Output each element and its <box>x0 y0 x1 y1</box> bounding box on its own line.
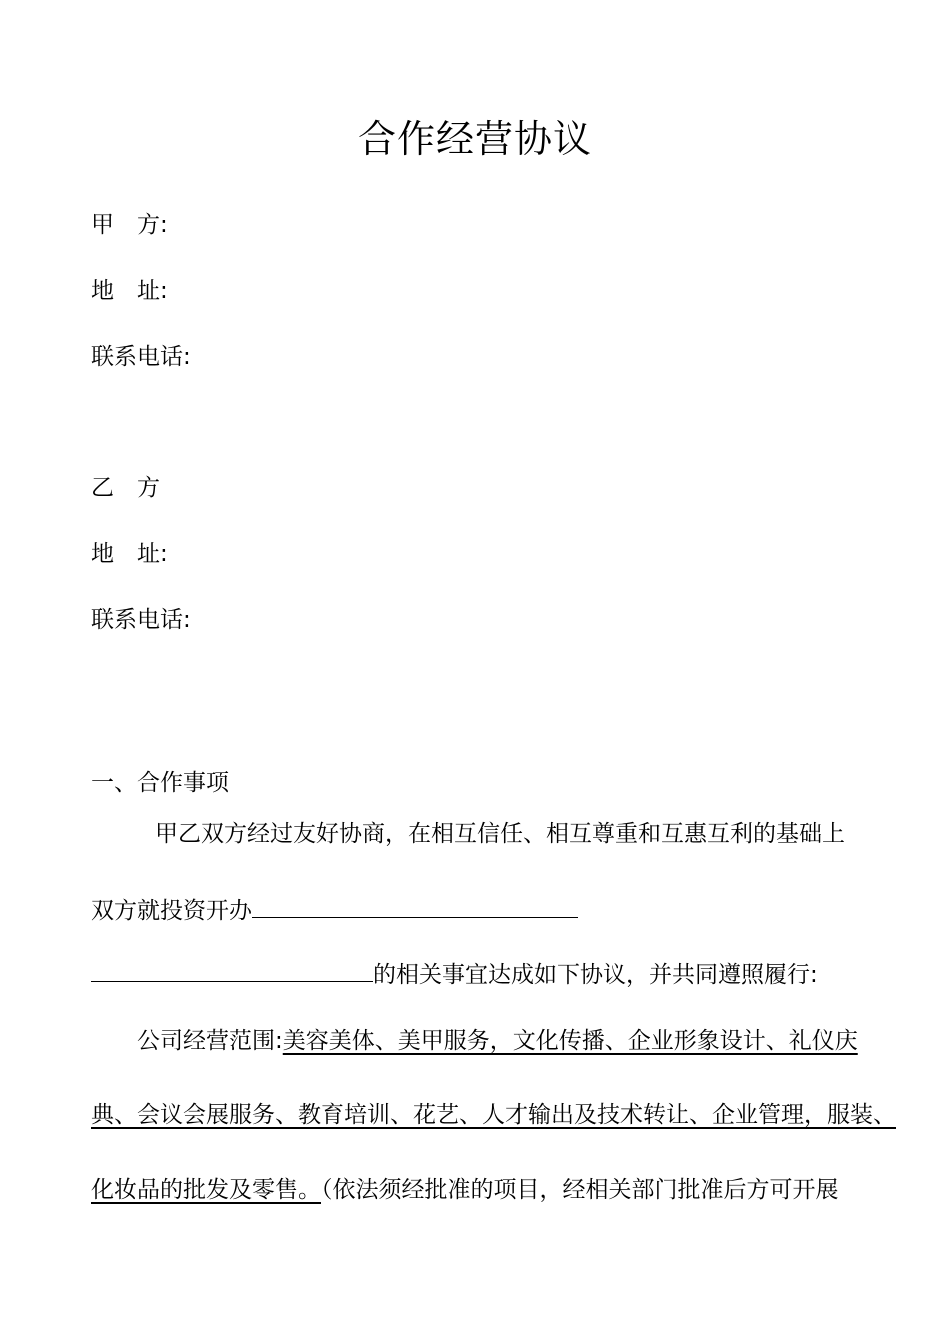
paragraph-line <box>91 893 578 928</box>
paragraph-line <box>91 957 818 992</box>
paragraph-text: （依法须经批准的项目，经相关部门批准后方可开展 <box>321 1177 839 1203</box>
document-title: 合作经营协议 <box>357 117 592 161</box>
paragraph-text: 双方就投资开办 <box>91 898 252 924</box>
party-b-phone-label: 联系电话: <box>91 607 191 633</box>
business-scope-text: 典、会议会展服务、教育培训、花艺、人才输出及技术转让、企业管理，服装、 <box>91 1102 896 1128</box>
fill-in-blank[interactable] <box>91 957 373 982</box>
section-heading-cooperation: 一、合作事项 <box>91 770 229 796</box>
paragraph-text: 的相关事宜达成如下协议，并共同遵照履行: <box>373 962 818 988</box>
business-scope-line <box>91 1173 839 1207</box>
party-b-name-label: 乙 方 <box>91 475 160 501</box>
business-scope-text: 化妆品的批发及零售。 <box>91 1177 321 1203</box>
party-a-name-label: 甲 方: <box>91 212 168 238</box>
party-b-address-label: 地 址: <box>91 541 168 567</box>
business-scope-label: 公司经营范围: <box>137 1028 283 1054</box>
business-scope-line <box>137 1024 858 1058</box>
business-scope-text: 美容美体、美甲服务，文化传播、企业形象设计、礼仪庆 <box>282 1028 858 1054</box>
party-a-address-label: 地 址: <box>91 278 168 304</box>
paragraph-line: 甲乙双方经过友好协商，在相互信任、相互尊重和互惠互利的基础上 <box>155 821 845 847</box>
fill-in-blank[interactable] <box>252 893 578 918</box>
party-a-phone-label: 联系电话: <box>91 344 191 370</box>
